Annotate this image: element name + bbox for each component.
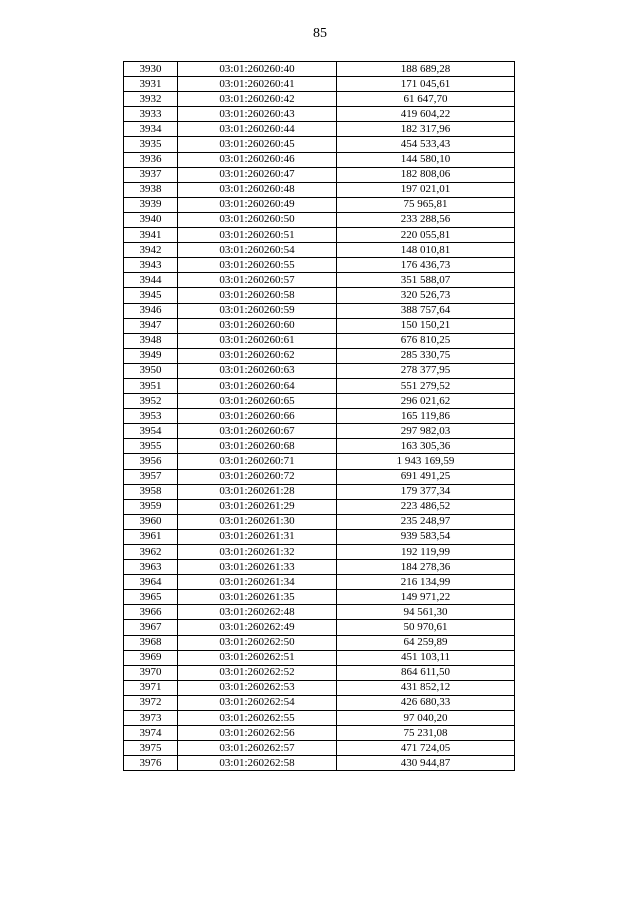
row-number-cell: 3957 [124,469,178,484]
cadastral-value-cell: 182 808,06 [337,167,515,182]
cadastral-value-cell: 454 533,43 [337,137,515,152]
cadastral-number-cell: 03:01:260262:53 [178,680,337,695]
row-number-cell: 3963 [124,560,178,575]
row-number-cell: 3933 [124,107,178,122]
cadastral-number-cell: 03:01:260261:30 [178,514,337,529]
table-row [124,394,515,409]
table-row [124,650,515,665]
row-number-cell: 3958 [124,484,178,499]
cadastral-value-cell: 64 259,89 [337,635,515,650]
cadastral-number-cell: 03:01:260260:59 [178,303,337,318]
cadastral-number-cell: 03:01:260260:48 [178,182,337,197]
table-row [124,484,515,499]
row-number-cell: 3974 [124,726,178,741]
cadastral-value-cell: 165 119,86 [337,409,515,424]
row-number-cell: 3965 [124,590,178,605]
cadastral-value-cell: 233 288,56 [337,212,515,227]
row-number-cell: 3930 [124,62,178,77]
row-number-cell: 3953 [124,409,178,424]
cadastral-value-cell: 148 010,81 [337,243,515,258]
row-number-cell: 3936 [124,152,178,167]
row-number-cell: 3961 [124,529,178,544]
cadastral-value-cell: 451 103,11 [337,650,515,665]
table-row [124,695,515,710]
table-row [124,499,515,514]
cadastral-value-cell: 188 689,28 [337,62,515,77]
table-row [124,439,515,454]
cadastral-value-cell: 192 119,99 [337,545,515,560]
row-number-cell: 3956 [124,454,178,469]
cadastral-number-cell: 03:01:260262:57 [178,741,337,756]
cadastral-value-cell: 296 021,62 [337,394,515,409]
cadastral-number-cell: 03:01:260260:58 [178,288,337,303]
cadastral-number-cell: 03:01:260260:47 [178,167,337,182]
table-row [124,333,515,348]
table-row [124,635,515,650]
cadastral-number-cell: 03:01:260260:54 [178,243,337,258]
cadastral-value-cell: 430 944,87 [337,756,515,771]
table-row [124,620,515,635]
cadastral-value-cell: 216 134,99 [337,575,515,590]
cadastral-value-cell: 163 305,36 [337,439,515,454]
table-row [124,303,515,318]
row-number-cell: 3943 [124,258,178,273]
cadastral-value-cell: 676 810,25 [337,333,515,348]
cadastral-value-cell: 179 377,34 [337,484,515,499]
table-row [124,756,515,771]
cadastral-value-cell: 431 852,12 [337,680,515,695]
table-row [124,228,515,243]
table-row [124,665,515,680]
cadastral-value-cell: 171 045,61 [337,77,515,92]
table-row [124,243,515,258]
cadastral-number-cell: 03:01:260260:62 [178,348,337,363]
row-number-cell: 3967 [124,620,178,635]
row-number-cell: 3950 [124,363,178,378]
row-number-cell: 3931 [124,77,178,92]
cadastral-value-cell: 551 279,52 [337,378,515,393]
cadastral-value-cell: 182 317,96 [337,122,515,137]
cadastral-number-cell: 03:01:260260:71 [178,454,337,469]
row-number-cell: 3962 [124,545,178,560]
table-row [124,741,515,756]
cadastral-number-cell: 03:01:260260:42 [178,92,337,107]
cadastral-value-cell: 426 680,33 [337,695,515,710]
cadastral-number-cell: 03:01:260261:28 [178,484,337,499]
cadastral-value-cell: 939 583,54 [337,529,515,544]
row-number-cell: 3939 [124,197,178,212]
cadastral-value-cell: 278 377,95 [337,363,515,378]
row-number-cell: 3951 [124,378,178,393]
table-row [124,575,515,590]
row-number-cell: 3932 [124,92,178,107]
table-row [124,560,515,575]
table-row [124,605,515,620]
cadastral-number-cell: 03:01:260260:45 [178,137,337,152]
row-number-cell: 3975 [124,741,178,756]
table-row [124,469,515,484]
cadastral-number-cell: 03:01:260260:50 [178,212,337,227]
cadastral-number-cell: 03:01:260261:32 [178,545,337,560]
cadastral-value-cell: 297 982,03 [337,424,515,439]
cadastral-value-cell: 176 436,73 [337,258,515,273]
registry-table-body [124,62,515,771]
cadastral-value-cell: 94 561,30 [337,605,515,620]
row-number-cell: 3972 [124,695,178,710]
row-number-cell: 3948 [124,333,178,348]
cadastral-value-cell: 320 526,73 [337,288,515,303]
cadastral-number-cell: 03:01:260261:31 [178,529,337,544]
row-number-cell: 3976 [124,756,178,771]
table-row [124,197,515,212]
row-number-cell: 3966 [124,605,178,620]
cadastral-value-cell: 419 604,22 [337,107,515,122]
cadastral-value-cell: 184 278,36 [337,560,515,575]
table-row [124,77,515,92]
cadastral-number-cell: 03:01:260260:68 [178,439,337,454]
table-row [124,363,515,378]
row-number-cell: 3945 [124,288,178,303]
cadastral-number-cell: 03:01:260262:55 [178,711,337,726]
table-row [124,424,515,439]
cadastral-number-cell: 03:01:260262:50 [178,635,337,650]
table-row [124,529,515,544]
cadastral-number-cell: 03:01:260262:56 [178,726,337,741]
cadastral-number-cell: 03:01:260262:51 [178,650,337,665]
table-row [124,92,515,107]
cadastral-value-cell: 149 971,22 [337,590,515,605]
cadastral-number-cell: 03:01:260260:64 [178,378,337,393]
table-row [124,62,515,77]
registry-table [123,61,515,771]
cadastral-number-cell: 03:01:260261:29 [178,499,337,514]
cadastral-number-cell: 03:01:260261:35 [178,590,337,605]
row-number-cell: 3934 [124,122,178,137]
cadastral-number-cell: 03:01:260262:49 [178,620,337,635]
cadastral-value-cell: 150 150,21 [337,318,515,333]
table-row [124,454,515,469]
cadastral-number-cell: 03:01:260260:61 [178,333,337,348]
cadastral-value-cell: 471 724,05 [337,741,515,756]
row-number-cell: 3952 [124,394,178,409]
cadastral-number-cell: 03:01:260260:51 [178,228,337,243]
table-row [124,288,515,303]
row-number-cell: 3942 [124,243,178,258]
row-number-cell: 3959 [124,499,178,514]
row-number-cell: 3964 [124,575,178,590]
cadastral-value-cell: 235 248,97 [337,514,515,529]
table-row [124,680,515,695]
table-row [124,273,515,288]
cadastral-value-cell: 61 647,70 [337,92,515,107]
cadastral-value-cell: 197 021,01 [337,182,515,197]
cadastral-number-cell: 03:01:260260:40 [178,62,337,77]
row-number-cell: 3947 [124,318,178,333]
cadastral-value-cell: 220 055,81 [337,228,515,243]
cadastral-number-cell: 03:01:260261:34 [178,575,337,590]
cadastral-value-cell: 144 580,10 [337,152,515,167]
cadastral-number-cell: 03:01:260260:66 [178,409,337,424]
cadastral-number-cell: 03:01:260260:41 [178,77,337,92]
cadastral-number-cell: 03:01:260262:52 [178,665,337,680]
cadastral-number-cell: 03:01:260262:48 [178,605,337,620]
table-row [124,122,515,137]
cadastral-number-cell: 03:01:260260:43 [178,107,337,122]
row-number-cell: 3938 [124,182,178,197]
cadastral-value-cell: 285 330,75 [337,348,515,363]
table-row [124,107,515,122]
cadastral-number-cell: 03:01:260262:54 [178,695,337,710]
table-row [124,258,515,273]
cadastral-value-cell: 75 965,81 [337,197,515,212]
row-number-cell: 3946 [124,303,178,318]
cadastral-number-cell: 03:01:260260:60 [178,318,337,333]
table-row [124,378,515,393]
cadastral-number-cell: 03:01:260260:63 [178,363,337,378]
row-number-cell: 3941 [124,228,178,243]
table-row [124,726,515,741]
cadastral-value-cell: 223 486,52 [337,499,515,514]
table-row [124,137,515,152]
cadastral-value-cell: 75 231,08 [337,726,515,741]
cadastral-number-cell: 03:01:260260:57 [178,273,337,288]
cadastral-number-cell: 03:01:260260:44 [178,122,337,137]
table-row [124,514,515,529]
cadastral-number-cell: 03:01:260261:33 [178,560,337,575]
cadastral-value-cell: 864 611,50 [337,665,515,680]
cadastral-number-cell: 03:01:260260:67 [178,424,337,439]
row-number-cell: 3973 [124,711,178,726]
cadastral-value-cell: 388 757,64 [337,303,515,318]
row-number-cell: 3960 [124,514,178,529]
row-number-cell: 3937 [124,167,178,182]
table-row [124,711,515,726]
row-number-cell: 3969 [124,650,178,665]
table-row [124,545,515,560]
page-number: 85 [313,26,327,41]
cadastral-value-cell: 1 943 169,59 [337,454,515,469]
table-row [124,348,515,363]
cadastral-number-cell: 03:01:260260:72 [178,469,337,484]
row-number-cell: 3955 [124,439,178,454]
cadastral-number-cell: 03:01:260262:58 [178,756,337,771]
table-row [124,590,515,605]
cadastral-number-cell: 03:01:260260:65 [178,394,337,409]
table-row [124,212,515,227]
table-row [124,182,515,197]
table-row [124,318,515,333]
row-number-cell: 3971 [124,680,178,695]
row-number-cell: 3949 [124,348,178,363]
row-number-cell: 3968 [124,635,178,650]
cadastral-value-cell: 691 491,25 [337,469,515,484]
row-number-cell: 3935 [124,137,178,152]
cadastral-value-cell: 351 588,07 [337,273,515,288]
row-number-cell: 3970 [124,665,178,680]
table-row [124,152,515,167]
cadastral-number-cell: 03:01:260260:46 [178,152,337,167]
table-row [124,167,515,182]
cadastral-number-cell: 03:01:260260:49 [178,197,337,212]
table-row [124,409,515,424]
row-number-cell: 3944 [124,273,178,288]
cadastral-value-cell: 97 040,20 [337,711,515,726]
cadastral-number-cell: 03:01:260260:55 [178,258,337,273]
cadastral-value-cell: 50 970,61 [337,620,515,635]
row-number-cell: 3954 [124,424,178,439]
row-number-cell: 3940 [124,212,178,227]
